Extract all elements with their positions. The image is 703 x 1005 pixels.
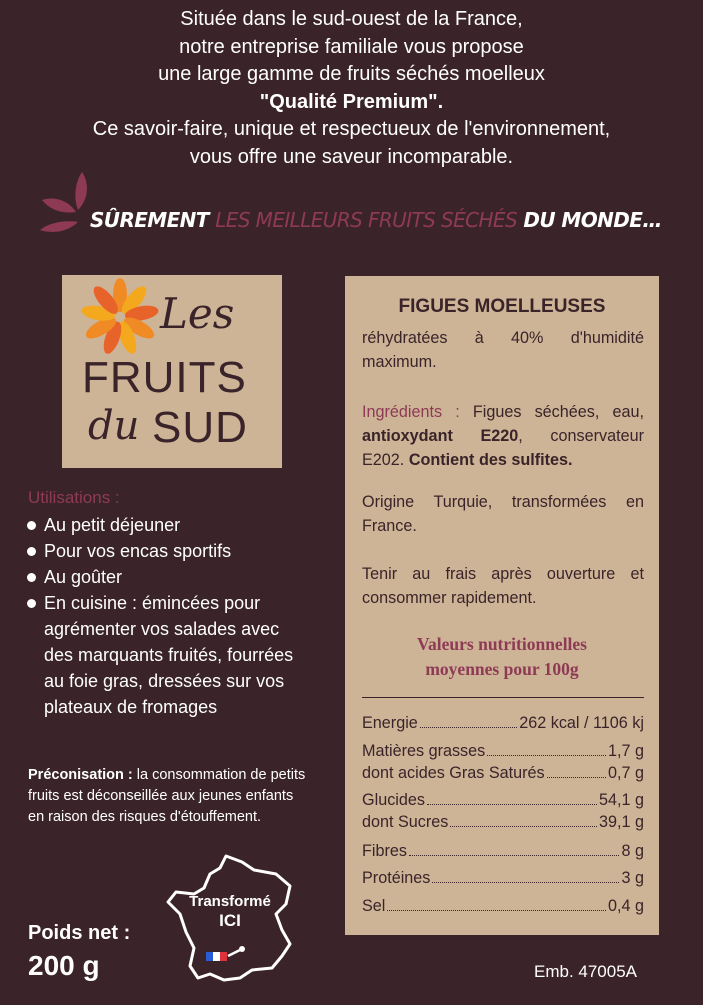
slogan xyxy=(90,208,662,232)
nutrition-value: 39,1 g xyxy=(598,813,644,831)
ingredients-text-2: , conservateur E202. xyxy=(362,427,644,469)
origin-text: Origine Turquie, transformées en France. xyxy=(362,493,644,535)
leader-dots xyxy=(487,755,606,756)
usage-title: Utilisations : xyxy=(28,488,120,507)
ingredients-antioxidant: antioxydant E220 xyxy=(362,427,519,445)
slogan-part3: DU MONDE… xyxy=(523,208,662,232)
leader-dots xyxy=(409,855,620,856)
slogan-part1: SÛREMENT xyxy=(90,208,209,232)
advice-label: Préconisation : xyxy=(28,767,133,783)
advice-text xyxy=(28,765,308,828)
badge-text xyxy=(180,892,280,930)
nutrition-value: 54,1 g xyxy=(598,791,644,809)
intro-line: notre entreprise familiale vous propose xyxy=(179,35,524,58)
ingredients-text: Figues séchées, eau, xyxy=(472,403,644,421)
product-description: réhydratées à 40% d'humidité maximum. xyxy=(362,329,644,371)
emb-code: Emb. 47005A xyxy=(534,962,638,981)
leader-dots xyxy=(387,910,606,911)
advice-body: la consommation de petits fruits est déconseillée aux jeunes enfants en raison des risques d'étouffement. xyxy=(28,767,306,825)
intro-line: Située dans le sud-ouest de la France, xyxy=(180,8,523,30)
nutrition-row-protein xyxy=(362,868,644,888)
product-panel xyxy=(345,276,659,935)
leader-dots xyxy=(427,804,597,805)
nutrition-label: dont Sucres xyxy=(362,813,449,831)
intro-line: Ce savoir-faire, unique et respectueux de l'environnement, xyxy=(92,118,611,140)
leader-dots xyxy=(432,882,619,883)
badge-line2: ICI xyxy=(219,911,241,930)
ingredients xyxy=(362,400,644,472)
logo-fruits: FRUITS xyxy=(82,353,247,402)
nutrition-label: Energie xyxy=(362,714,418,732)
divider xyxy=(362,697,644,698)
logo-du: du xyxy=(88,403,140,449)
list-item: Pour vos encas sportifs xyxy=(24,538,324,564)
usage-list xyxy=(24,512,324,720)
intro-line: une large gamme de fruits séchés moelleux xyxy=(158,63,545,85)
intro-text xyxy=(0,6,703,171)
nutrition-label: Sel xyxy=(362,897,386,915)
leader-dots xyxy=(547,777,606,778)
nutrition-title-line2: moyennes pour 100g xyxy=(425,659,579,679)
logo-sud: SUD xyxy=(152,403,248,452)
logo-les: Les xyxy=(160,289,235,338)
nutrition-row-carbs xyxy=(362,790,644,810)
intro-line: vous offre une saveur incomparable. xyxy=(189,145,514,168)
nutrition-value: 3 g xyxy=(621,869,644,887)
nutrition-label: dont acides Gras Saturés xyxy=(362,764,545,782)
leader-dots xyxy=(420,727,517,728)
nutrition-label: Matières grasses xyxy=(362,742,486,760)
ingredients-label: Ingrédients : xyxy=(362,403,460,421)
nutrition-row-saturated xyxy=(362,763,644,783)
nutrition-title xyxy=(345,632,659,682)
nutrition-row-salt xyxy=(362,896,644,916)
nutrition-value: 0,7 g xyxy=(607,764,644,782)
list-item: Au goûter xyxy=(24,564,324,590)
intro-line-quality: "Qualité Premium". xyxy=(259,90,444,113)
nutrition-value: 1,7 g xyxy=(607,742,644,760)
nutrition-row-sugars xyxy=(362,812,644,832)
nutrition-value: 0,4 g xyxy=(607,897,644,915)
nutrition-label: Fibres xyxy=(362,842,407,860)
brand-logo xyxy=(62,275,282,468)
badge-line1: Transformé xyxy=(189,893,271,910)
storage-text: Tenir au frais après ouverture et consommer rapidement. xyxy=(362,565,644,607)
nutrition-title-line1: Valeurs nutritionnelles xyxy=(417,634,587,654)
product-title: FIGUES MOELLEUSES xyxy=(398,296,606,317)
nutrition-row-fat xyxy=(362,741,644,761)
nutrition-label: Protéines xyxy=(362,869,431,887)
nutrition-value: 8 g xyxy=(621,842,644,860)
nutrition-value: 262 kcal / 1106 kj xyxy=(519,714,644,732)
ingredients-sulfites: Contient des sulfites. xyxy=(408,451,573,469)
weight-label: Poids net : xyxy=(28,922,131,944)
leaves-icon xyxy=(38,170,98,240)
list-item: Au petit déjeuner xyxy=(24,512,324,538)
nutrition-row-energy xyxy=(362,713,644,733)
weight-value: 200 g xyxy=(28,950,100,981)
slogan-part2: LES MEILLEURS FRUITS SÉCHÉS xyxy=(215,208,518,232)
leader-dots xyxy=(450,826,597,827)
nutrition-label: Glucides xyxy=(362,791,425,809)
list-item: En cuisine : émincées pour agrémenter vos salades avec des marquants fruités, fourrées au foie gras, dressées sur vos plateaux de fromages xyxy=(24,590,299,720)
nutrition-row-fibre xyxy=(362,841,644,861)
